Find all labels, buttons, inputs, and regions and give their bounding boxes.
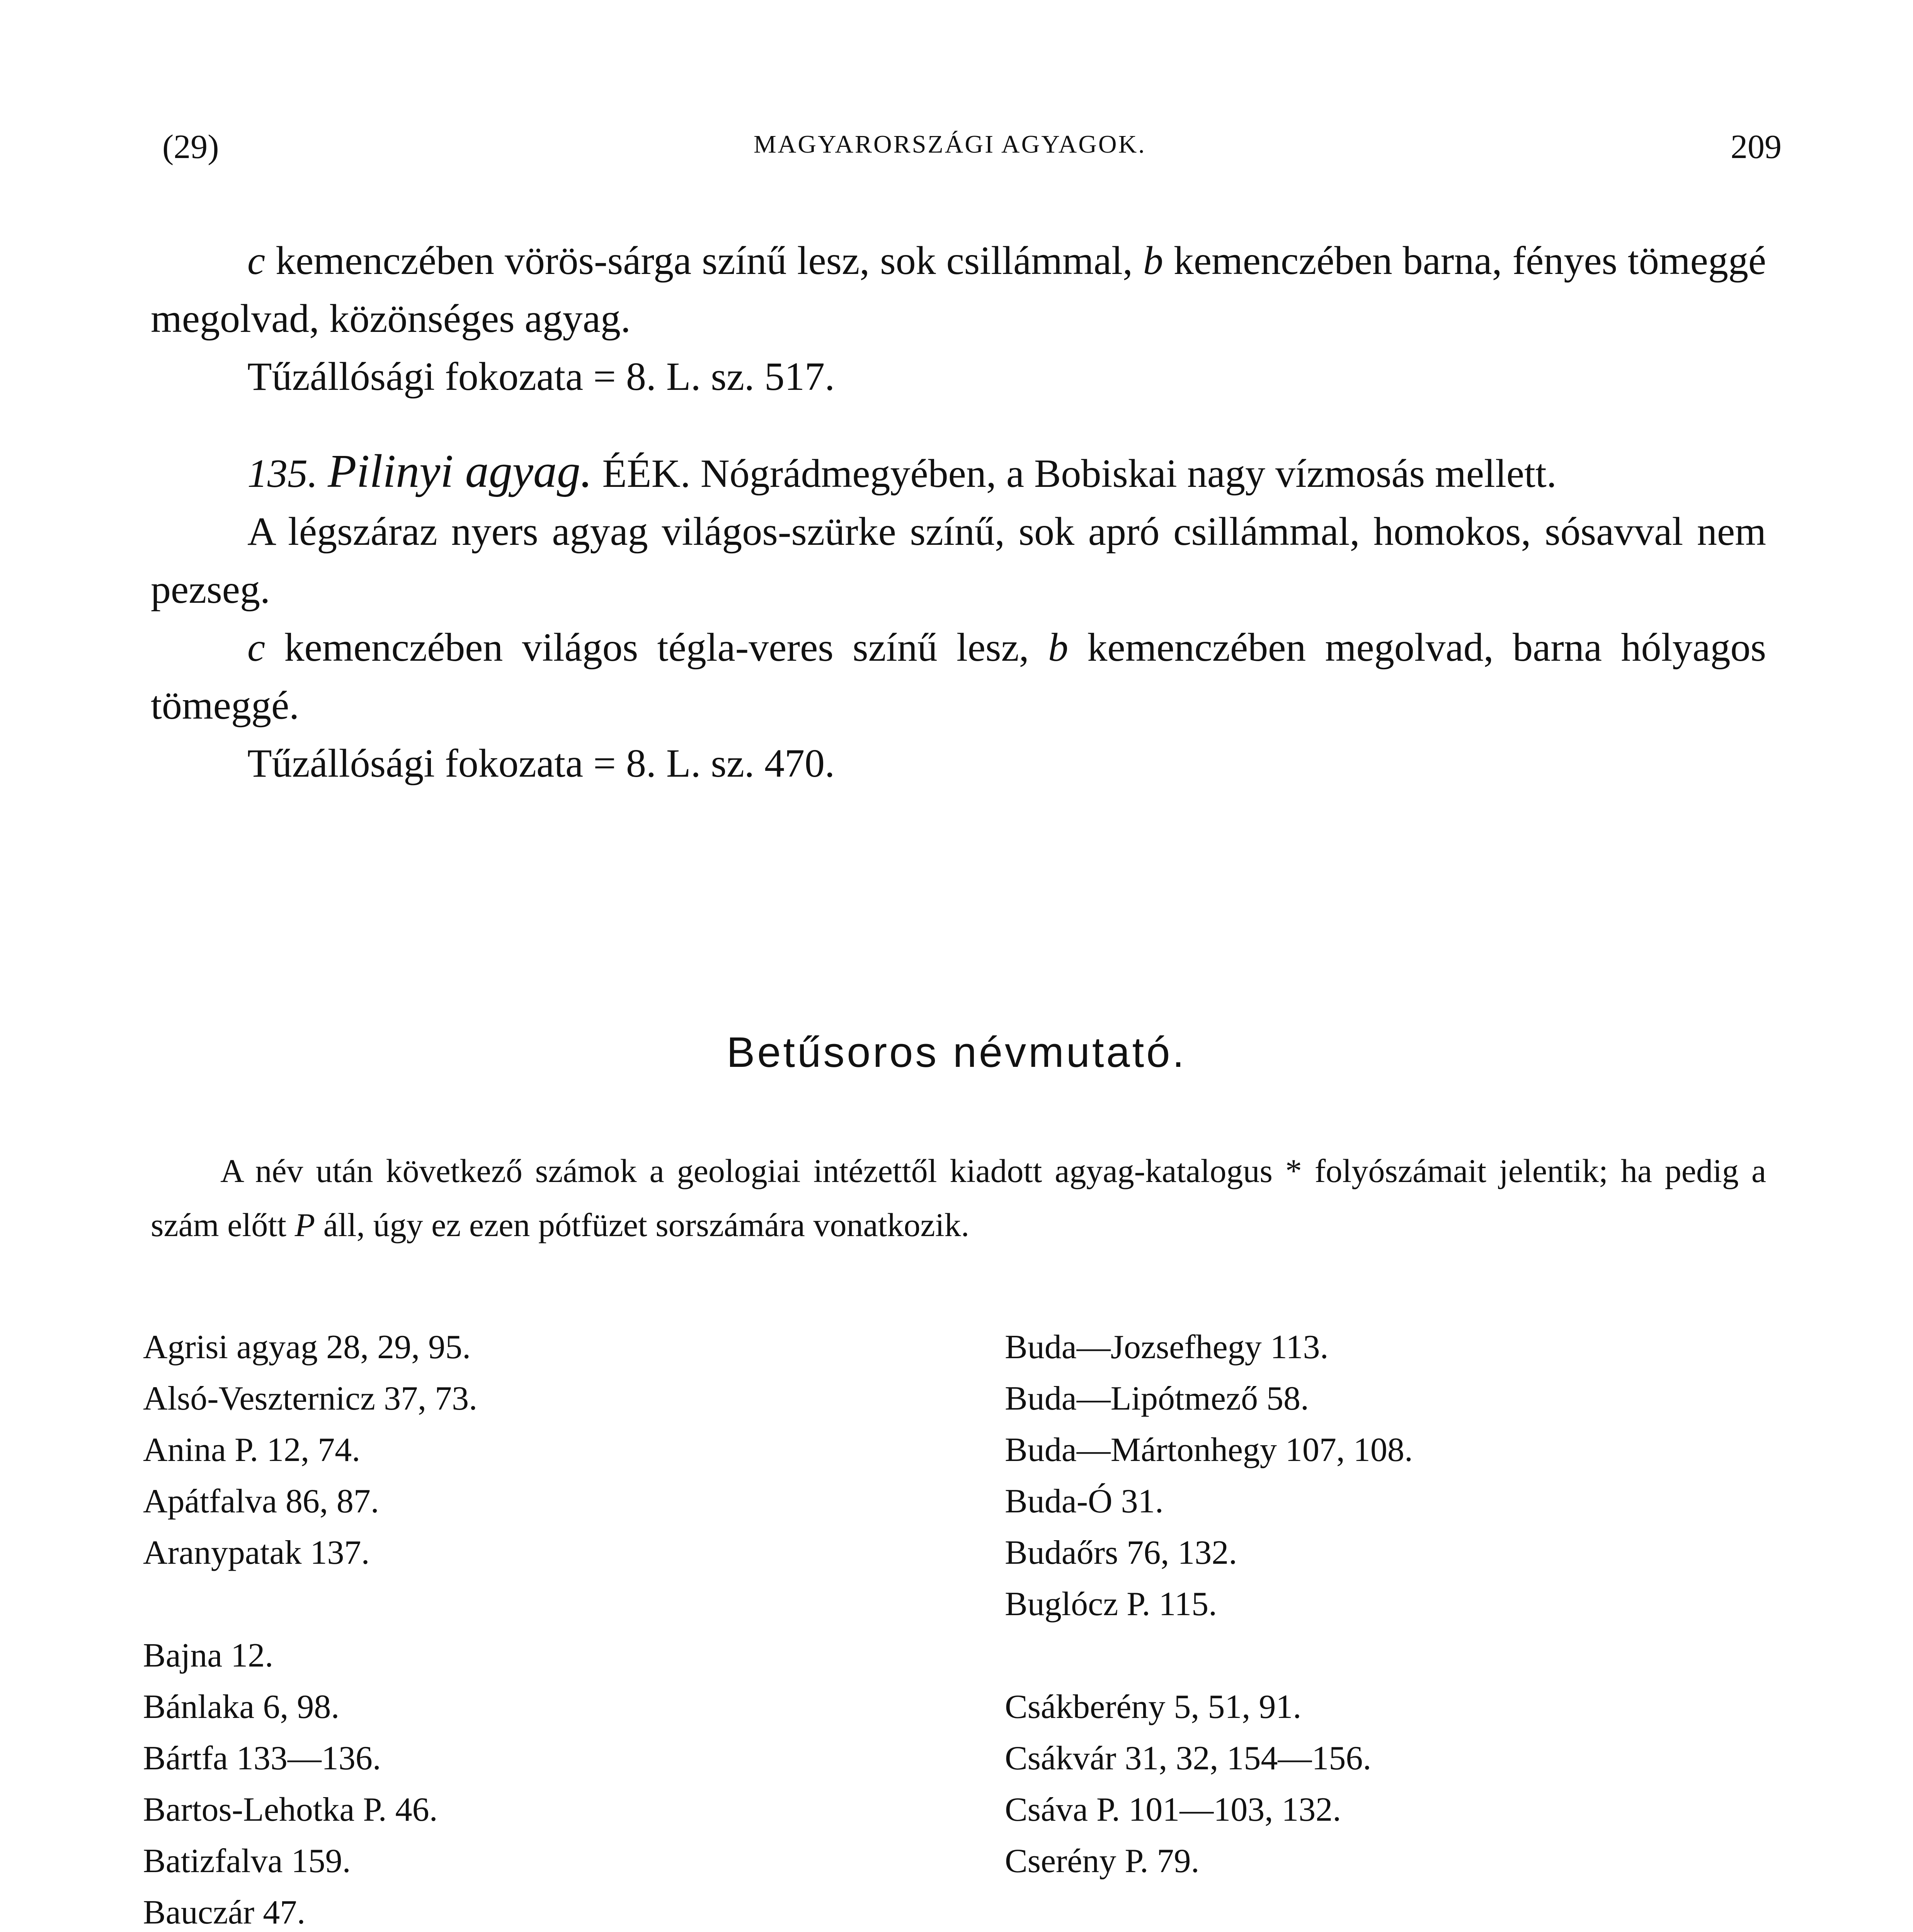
running-head <box>0 128 1913 174</box>
index-entry: Budaőrs 76, 132. <box>1005 1534 1237 1571</box>
entry-number: 135. <box>247 451 318 496</box>
index-entry: Bánlaka 6, 98. <box>143 1688 340 1726</box>
index-left-column <box>143 1321 877 1932</box>
main-text <box>151 232 1766 793</box>
index-entry: Alsó-Veszternicz 37, 73. <box>143 1380 478 1417</box>
running-head-section-number: (29) <box>162 128 219 166</box>
index-entry: Bartos-Lehotka P. 46. <box>143 1791 438 1828</box>
index-spacer <box>1005 1887 1739 1932</box>
index-entry: Bauczár 47. <box>143 1894 306 1931</box>
index-entry: Buda—Mártonhegy 107, 108. <box>1005 1431 1413 1469</box>
index-entry: Aranypatak 137. <box>143 1534 370 1571</box>
index-entry: Csákberény 5, 51, 91. <box>1005 1688 1302 1726</box>
index-entry: Buglócz P. 115. <box>1005 1585 1217 1623</box>
index-spacer <box>143 1578 877 1630</box>
index-title: Betűsoros névmutató. <box>726 1029 1187 1076</box>
index-entry: Bártfa 133—136. <box>143 1740 381 1777</box>
index-entry: Batizfalva 159. <box>143 1842 351 1880</box>
index-entry: Buda—Jozsefhegy 113. <box>1005 1328 1329 1366</box>
index-intro: A név után következő számok a geologiai intézettől kiadott agyag-katalogus * folyószámait jelentik; ha pedig a szám előtt P áll, úgy ez ezen pótfüzet sorszámára vonatkozik. <box>151 1152 1766 1243</box>
index-entry: Csákvár 31, 32, 154—156. <box>1005 1740 1372 1777</box>
page-number: 209 <box>1731 128 1782 166</box>
entry-location: ÉÉK. Nógrádmegyében, a Bobiskai nagy vízmosás mellett. <box>602 451 1557 496</box>
index-entry: Apátfalva 86, 87. <box>143 1483 379 1520</box>
fire-resistance-line: Tűzállósági fokozata = 8. L. sz. 517. <box>247 354 835 399</box>
running-head-title: MAGYARORSZÁGI AGYAGOK. <box>754 130 1146 158</box>
index-right-column <box>1005 1321 1739 1932</box>
index-entry: Agrisi agyag 28, 29, 95. <box>143 1328 471 1366</box>
index-entry: Csáva P. 101—103, 132. <box>1005 1791 1341 1828</box>
kiln-c-label: c <box>247 238 266 283</box>
index-entry: Buda-Ó 31. <box>1005 1483 1164 1520</box>
index-entry: Bajna 12. <box>143 1637 274 1674</box>
kiln-b-label: b <box>1143 238 1163 283</box>
index-entry: Cserény P. 79. <box>1005 1842 1200 1880</box>
entry-paragraph-kiln: c kemenczében világos tégla-veres színű lesz, b kemenczében megolvad, barna hólyagos tömeggé. <box>151 625 1766 728</box>
index-entry: Anina P. 12, 74. <box>143 1431 361 1469</box>
entry-heading <box>151 442 1766 503</box>
entry-fire-resistance: Tűzállósági fokozata = 8. L. sz. 470. <box>247 741 835 786</box>
entry-paragraph-raw-clay: A légszáraz nyers agyag világos-szürke színű, sok apró csillámmal, homokos, sósavval nem pezseg. <box>151 509 1766 612</box>
continuation-paragraph: c kemenczében vörös-sárga színű lesz, sok csillámmal, b kemenczében barna, fényes tömeggé megolvad, közönséges agyag. <box>151 238 1767 341</box>
index-entry: Buda—Lipótmező 58. <box>1005 1380 1309 1417</box>
index-spacer <box>1005 1630 1739 1681</box>
entry-name: Pilinyi agyag. <box>328 445 592 497</box>
